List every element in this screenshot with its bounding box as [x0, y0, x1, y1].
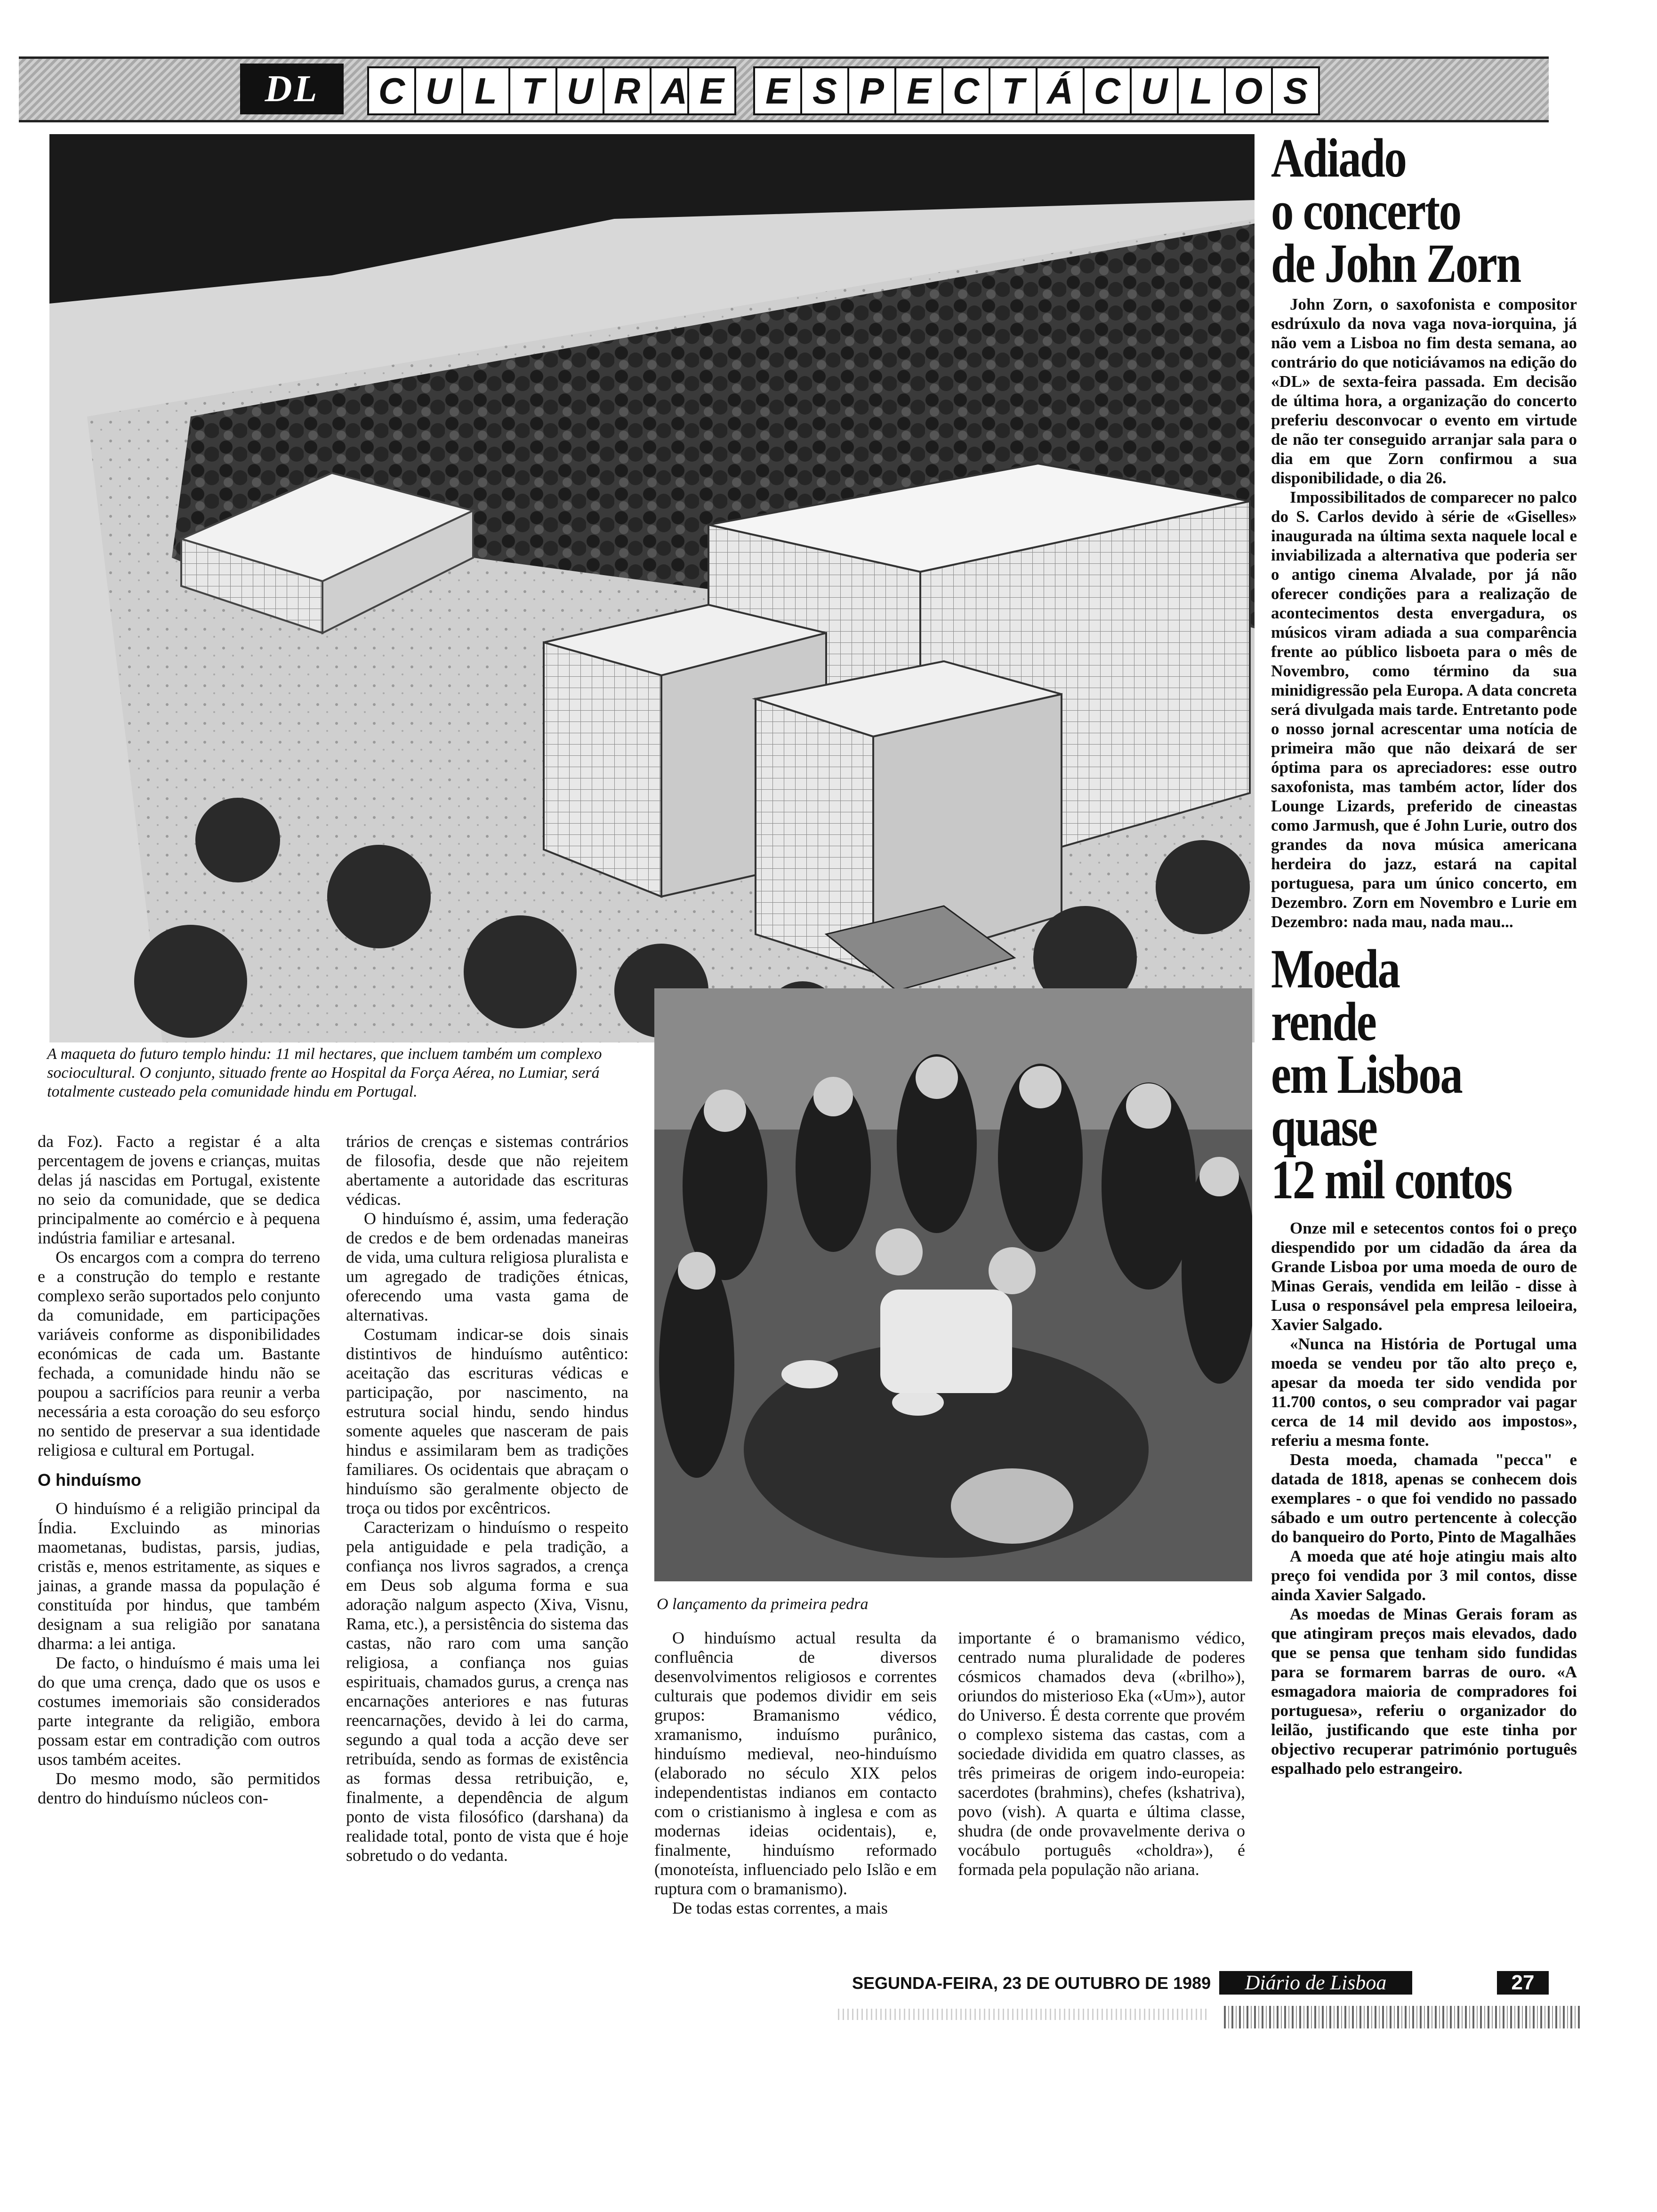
ceremony-photo — [654, 988, 1252, 1581]
header-letter: S — [1271, 66, 1320, 115]
paragraph: Costumam indicar-se dois sinais distintivos de hinduísmo autêntico: aceitação das escrituras védicas e participação, por nascimento, na estrutura social hindu, sendo hindus somente aqueles que nasceram de pais hindus e assimilaram bem as tradições familiares. Os ocidentais que abraçam o hinduísmo são geralmente objecto de troça ou tidos por excêntricos. — [346, 1325, 628, 1517]
header-letter: U — [555, 66, 604, 115]
temple-model-photo — [49, 134, 1255, 1042]
paragraph: John Zorn, o saxofonista e compositor esdrúxulo da nova vaga nova-iorquina, já não vem a Lisboa no fim desta semana, ao contrário do que noticiávamos na edição do «DL» de sexta-feira passada. Em decisão de última hora, a organização do concerto preferiu desconvocar o evento em virtude de não ter conseguido arranjar sala para o dia em que Zorn confirmou a sua disponibilidade, o dia 26. — [1271, 295, 1577, 487]
paragraph: O hinduísmo actual resulta da confluência de diversos desenvolvimentos religiosos e correntes culturais que podemos dividir em seis grupos: Bramanismo védico, xramanismo, induísmo purânico, hinduísmo medieval, neo-hinduísmo (elaborado no século XIX pelos independentistas indianos em contacto com o cristianismo à inglesa e com as modernas ideias ocidentais), e, finalmente, hinduísmo reformado (monoteísta, influenciado pelo Islão e em ruptura com o bramanismo). — [654, 1628, 937, 1898]
paragraph: Do mesmo modo, são permitidos dentro do hinduísmo núcleos con- — [38, 1769, 320, 1807]
header-letter: T — [989, 66, 1038, 115]
header-letter: L — [1177, 66, 1226, 115]
paragraph: As moedas de Minas Gerais foram as que atingiram preços mais elevados, dado que se pensa que tenham sido fundidas para se formarem barras de ouro. «A esmagadora maioria de compradores foi portuguesa», referiu o organizador do leilão, justificando que este tinha por objectivo recuperar património português espalhado pelo estrangeiro. — [1271, 1605, 1577, 1778]
header-letter: R — [603, 66, 652, 115]
article-column-1 — [38, 1132, 320, 1808]
faint-print-strip — [838, 2009, 1210, 2020]
section-header — [19, 56, 1549, 122]
header-letter: L — [461, 66, 510, 115]
paragraph: «Nunca na História de Portugal uma moeda se vendeu por tão alto preço e, apesar da moeda ter sido vendida por 11.700 contos, o seu comprador vai pagar cerca de 14 mil devido aos impostos», referiu a mesma fonte. — [1271, 1335, 1577, 1450]
paragraph: Caracterizam o hinduísmo o respeito pela antiguidade e pela tradição, a confiança nos livros sagrados, a crença em Deus sob alguma forma e sua adoração nalgum aspecto (Xiva, Visnu, Rama, etc.), a persistência do sistema das castas, não raro com uma sanção religiosa, a confiança nos guias espirituais, chamados gurus, a crença nas encarnações anteriores e nas futuras reencarnações, devido à lei do carma, segundo a qual toda a acção deve ser retribuída, sendo as formas de existência as formas dessa retribuição, e, finalmente, a dependência de algum ponto de vista filosófico (darshana) da realidade total, ponto de vista que é hoje sobretudo o do vedanta. — [346, 1518, 628, 1865]
paragraph: De todas estas correntes, a mais — [672, 1899, 888, 1917]
paragraph: Onze mil e setecentos contos foi o preço diespendido por um cidadão da área da Grande Lisboa por uma moeda de ouro de Minas Gerais, vendida em leilão - disse à Lusa o responsável pela empresa leiloeira, Xavier Salgado. — [1271, 1219, 1577, 1334]
article-column-4 — [958, 1628, 1245, 1879]
temple-model-illustration — [49, 134, 1255, 1042]
stone-laying-ceremony-illustration — [654, 988, 1252, 1581]
header-letter: E — [753, 66, 802, 115]
header-letter: A — [650, 66, 699, 115]
zorn-headline: Adiado o concerto de John Zorn — [1271, 127, 1520, 294]
article-column-2 — [346, 1132, 628, 1865]
header-letter: T — [508, 66, 557, 115]
paragraph: Impossibilitados de comparecer no palco do S. Carlos devido à série de «Giselles» inaugurada na última sexta naquele local e inviabilizada a alternativa que poderia ser o antigo cinema Alvalade, por já não oferecer condições para a realização de acontecimentos desta envergadura, os músicos viram adiada a sua comparência frente ao público lisboeta para o mês de Novembro, como término da sua minidigressão pela Europa. A data concreta será divulgada mais tarde. Entretanto pode o nosso jornal acrescentar uma notícia de primeira mão que não deixará de ser óptima para os apreciadores: esse outro saxofonista, mas também actor, líder dos Lounge Lizards, preferido de cineastas como Jarmush, que é John Lurie, outro dos grandes da nova música americana herdeira do jazz, estará na capital portuguesa, para um único concerto, em Dezembro. Zorn em Novembro e Lurie em Dezembro: nada mau, nada mau... — [1271, 488, 1577, 931]
header-letter: U — [1130, 66, 1179, 115]
header-letter: U — [414, 66, 463, 115]
paragraph: Desta moeda, chamada "pecca" e datada de 1818, apenas se conhecem dois exemplares - o que foi vendido no passado sábado e um outro pertencente à colecção do banqueiro do Porto, Pinto de Magalhães — [1271, 1451, 1577, 1546]
page-number: 27 — [1497, 1971, 1549, 1995]
issue-date: SEGUNDA-FEIRA, 23 DE OUTUBRO DE 1989 — [852, 1973, 1211, 1993]
header-letter: S — [800, 66, 849, 115]
paragraph: trários de crenças e sistemas contrários de filosofia, desde que não rejeitem abertamente a autoridade das escrituras védicas. — [346, 1132, 628, 1209]
paragraph: De facto, o hinduísmo é mais uma lei do que uma crença, dado que os usos e costumes imemoriais são considerados parte integrante da religião, embora possam estar em contradição com outros usos também aceites. — [38, 1653, 320, 1769]
header-letter: C — [1083, 66, 1132, 115]
paragraph: O hinduísmo é a religião principal da Índia. Excluindo as minorias maometanas, budistas, parsis, judias, cristãs e, menos estritamente, as siques e jainas, a grande massa da população é constituída por hindus, que também designam a sua religião por sanatana dharma: a lei antiga. — [38, 1499, 320, 1653]
header-letter: Á — [1036, 66, 1085, 115]
barcode-strip — [1224, 2006, 1582, 2028]
header-letter: C — [367, 66, 416, 115]
header-letter: O — [1224, 66, 1273, 115]
paragraph: O hinduísmo é, assim, uma federação de credos e de bem ordenadas maneiras de vida, uma cultura religiosa pluralista e um agregado de tradições étnicas, oferecendo uma vasta gama de alternativas. — [346, 1209, 628, 1324]
article-column-3 — [654, 1628, 937, 1918]
zorn-article — [1271, 295, 1577, 931]
header-letter: E — [687, 66, 736, 115]
dl-logo: DL — [240, 64, 344, 114]
paragraph: A moeda que até hoje atingiu mais alto preço foi vendida por 3 mil contos, disse ainda Xavier Salgado. — [1271, 1547, 1577, 1604]
paragraph: Os encargos com a compra do terreno e a construção do templo e restante complexo serão suportados pelo conjunto da comunidade, em participações variáveis conforme as disponibilidades económicas de cada um. Bastante fechada, a comunidade hindu não se poupou a sacrifícios para reunir a verba necessária a esta coroação do seu esforço no sentido de preservar a sua identidade religiosa e cultural em Portugal. — [38, 1248, 320, 1459]
paragraph: importante é o bramanismo védico, centrado numa pluralidade de poderes cósmicos chamados deva («brilho»), oriundos do misterioso Eka («Um»), autor do Universo. É desta corrente que provém o complexo sistema das castas, com a sociedade dividida em quatro classes, as três primeiras de origem indo-europeia: sacerdotes (brahmins), chefes (kshatriva), povo (vish). A quarta e última classe, shudra (de onde provavelmente deriva o vocábulo português «choldra»), é formada pela população não ariana. — [958, 1628, 1245, 1879]
ceremony-photo-caption: O lançamento da primeira pedra — [657, 1595, 869, 1613]
header-letter: P — [847, 66, 896, 115]
paragraph: da Foz). Facto a registar é a alta percentagem de jovens e crianças, muitas delas já nascidas em Portugal, existente no seio da comunidade, que se dedica principalmente ao comércio e à pequena indústria familiar e artesanal. — [38, 1132, 320, 1247]
main-photo-caption: A maqueta do futuro templo hindu: 11 mil hectares, que incluem também um complexo sociocultural. O conjunto, situado frente ao Hospital da Força Aérea, no Lumiar, será totalmente custeado pela comunidade hindu em Portugal. — [47, 1045, 602, 1100]
right-column — [1271, 127, 1577, 1778]
subheading: O hinduísmo — [38, 1470, 141, 1490]
newspaper-name: Diário de Lisboa — [1219, 1971, 1412, 1995]
header-letter: C — [941, 66, 990, 115]
moeda-article — [1271, 1218, 1577, 1778]
moeda-headline: Moeda rende em Lisboa quase 12 mil contos — [1271, 938, 1512, 1210]
header-letter: E — [894, 66, 943, 115]
